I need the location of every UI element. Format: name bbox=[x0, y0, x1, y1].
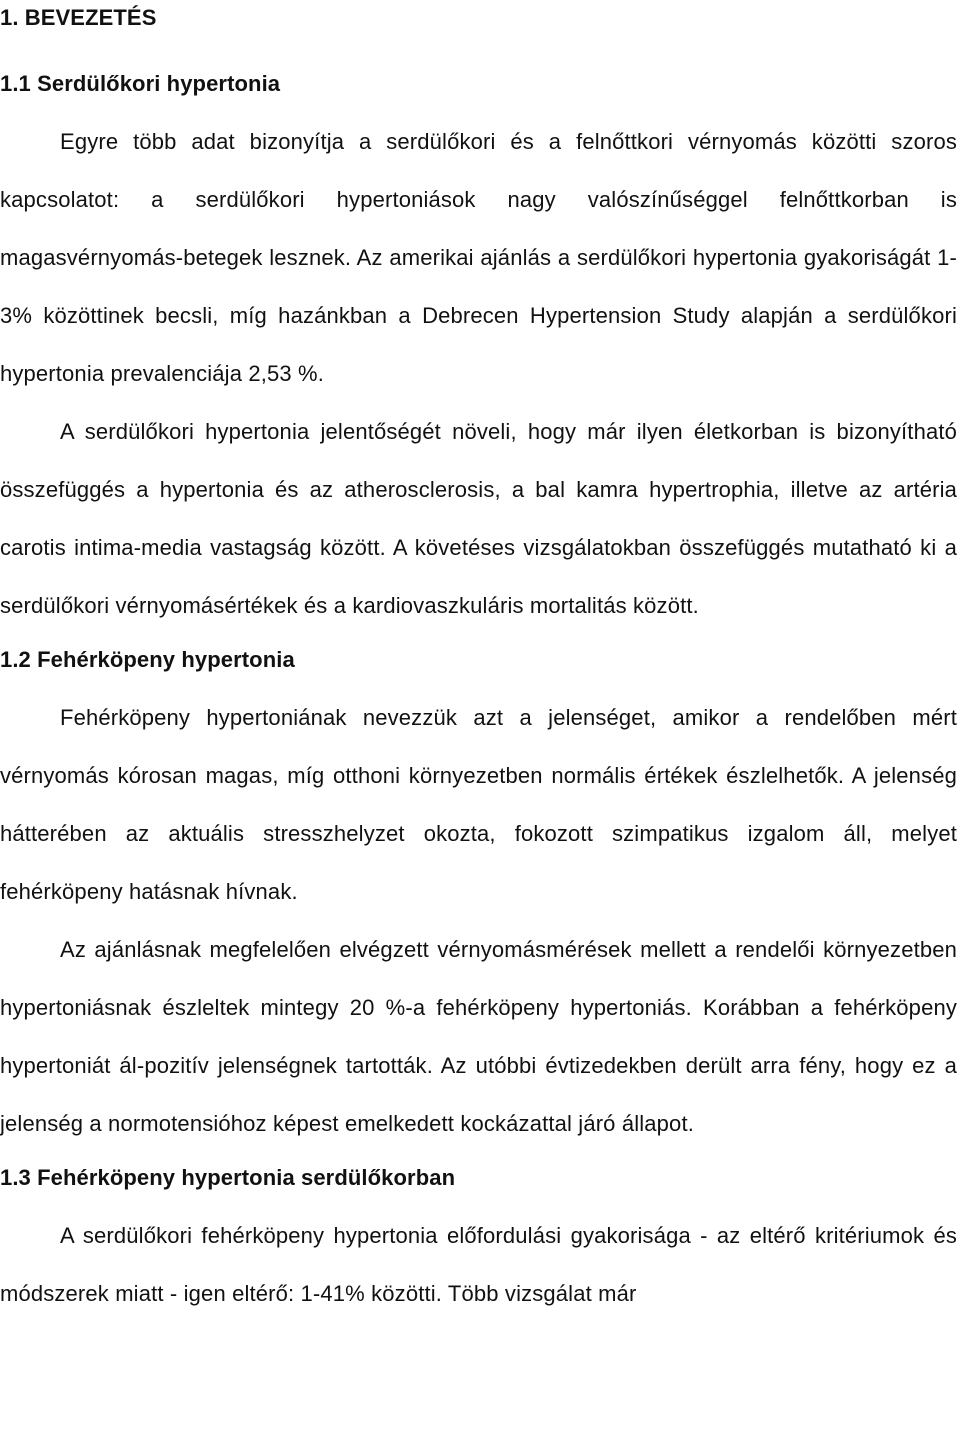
section-heading-1-2: 1.2 Fehérköpeny hypertonia bbox=[0, 647, 295, 672]
section-heading-1-1: 1.1 Serdülőkori hypertonia bbox=[0, 71, 281, 96]
paragraph: Egyre több adat bizonyítja a serdülőkori és a felnőttkori vérnyomás közötti szoros kapcsolatot: a serdülőkori hypertoniások nagy valószínűséggel felnőttkorban is magasvérnyomás-betegek lesznek. Az amerikai ajánlás a serdülőkori hypertonia gyakoriságát 1-3% közöttinek becsli, míg hazánkban a Debrecen Hypertension Study alapján a serdülőkori hypertonia prevalenciája 2,53 %. bbox=[0, 129, 957, 386]
chapter-heading: 1. BEVEZETÉS bbox=[0, 5, 157, 30]
paragraph: Az ajánlásnak megfelelően elvégzett vérnyomásmérések mellett a rendelői környezetben hypertoniásnak észleltek mintegy 20 %-a fehérköpeny hypertoniás. Korábban a fehérköpeny hypertoniát ál-pozitív jelenségnek tartották. Az utóbbi évtizedekben derült arra fény, hogy ez a jelenség a normotensióhoz képest emelkedett kockázattal járó állapot. bbox=[0, 937, 957, 1136]
section-heading-1-3: 1.3 Fehérköpeny hypertonia serdülőkorban bbox=[0, 1165, 456, 1190]
paragraph: Fehérköpeny hypertoniának nevezzük azt a jelenséget, amikor a rendelőben mért vérnyomás kórosan magas, míg otthoni környezetben normális értékek észlelhetők. A jelenség hátterében az aktuális stresszhelyzet okozta, fokozott szimpatikus izgalom áll, melyet fehérköpeny hatásnak hívnak. bbox=[0, 705, 957, 904]
paragraph: A serdülőkori hypertonia jelentőségét növeli, hogy már ilyen életkorban is bizonyítható összefüggés a hypertonia és az atherosclerosis, a bal kamra hypertrophia, illetve az artéria carotis intima-media vastagság között. A követéses vizsgálatokban összefüggés mutatható ki a serdülőkori vérnyomásértékek és a kardiovaszkuláris mortalitás között. bbox=[0, 419, 957, 618]
paragraph: A serdülőkori fehérköpeny hypertonia előfordulási gyakorisága - az eltérő kritériumok és módszerek miatt - igen eltérő: 1-41% közötti. Több vizsgálat már bbox=[0, 1223, 957, 1306]
